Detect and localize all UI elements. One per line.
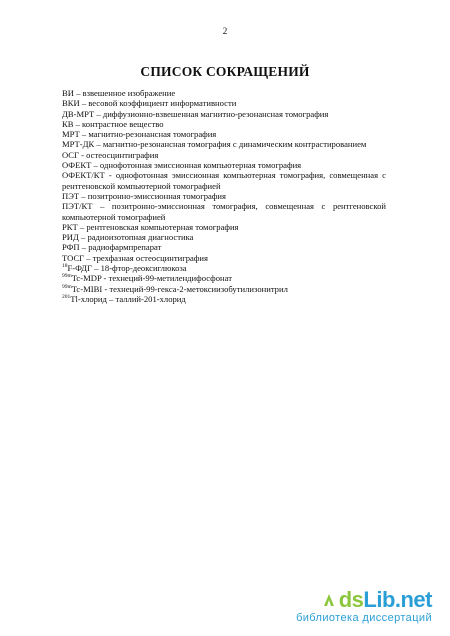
watermark-brand-part2: Lib.net xyxy=(363,587,432,612)
abbreviation-text: РКТ – рентгеновская компьютерная томография xyxy=(62,221,239,232)
list-item xyxy=(62,294,386,304)
isotope-superscript: 99m xyxy=(62,273,72,280)
watermark-subtitle: библиотека диссертаций xyxy=(296,612,432,624)
abbreviation-text: Tc-MIBI - технеций-99-гекса-2-метоксиизобутилизонитрил xyxy=(71,283,288,294)
list-item xyxy=(62,273,386,283)
abbreviation-text: Tl-хлорид – таллий-201-хлорид xyxy=(70,293,186,304)
list-item xyxy=(62,88,386,98)
abbreviation-text: ВКИ – весовой коэффициент информативности xyxy=(62,98,237,109)
abbreviation-text: ОФЕКТ/КТ - однофотонная эмиссионная компьютерная томография, совмещенная с рентгеновской компьютерной томографией xyxy=(62,170,386,191)
abbreviation-text: ДВ-МРТ – диффузионно-взвешенная магнитно-резонансная томография xyxy=(62,108,329,119)
list-item xyxy=(62,150,386,160)
abbreviation-text: ОФЕКТ – однофотонная эмиссионная компьютерная томография xyxy=(62,160,302,171)
abbreviation-text: ПЭТ – позитронно-эмиссионная томография xyxy=(62,190,226,201)
list-item xyxy=(62,160,386,170)
abbreviation-text: КВ – контрастное вещество xyxy=(62,118,164,129)
watermark-logo xyxy=(296,589,432,611)
isotope-superscript: 18 xyxy=(62,263,68,270)
abbreviation-text: ТОСГ – трехфазная остеосцинтиграфия xyxy=(62,252,208,263)
page-number: 2 xyxy=(222,26,228,36)
list-item xyxy=(62,232,386,242)
abbreviation-text: ОСГ - остеосцинтиграфия xyxy=(62,149,159,160)
watermark-brand xyxy=(339,589,432,611)
list-item xyxy=(62,119,386,129)
isotope-superscript: 99m xyxy=(62,283,72,290)
list-item xyxy=(62,201,386,222)
list-item xyxy=(62,98,386,108)
abbreviation-text: ПЭТ/КТ – позитронно-эмиссионная томография, совмещенная с рентгеновской компьютерной томографией xyxy=(62,201,386,222)
abbreviation-text: ВИ – взвешенное изображение xyxy=(62,88,176,98)
list-item xyxy=(62,253,386,263)
dslib-watermark[interactable] xyxy=(296,589,432,624)
list-item xyxy=(62,191,386,201)
abbreviation-text: МРТ-ДК – магнитно-резонансная томография с динамическим контрастированием xyxy=(62,139,367,150)
list-item xyxy=(62,242,386,252)
list-item xyxy=(62,284,386,294)
dslib-logo-icon xyxy=(322,592,336,608)
watermark-brand-part1: ds xyxy=(338,587,364,612)
abbreviation-text: F-ФДГ – 18-фтор-деоксиглюкоза xyxy=(67,263,187,274)
list-item xyxy=(62,222,386,232)
abbreviation-text: РИД – радиоизотопная диагностика xyxy=(62,232,194,243)
page-title: СПИСОК СОКРАЩЕНИЙ xyxy=(140,64,310,79)
list-item xyxy=(62,263,386,273)
abbreviation-text: МРТ – магнитно-резонансная томография xyxy=(62,129,217,140)
list-item xyxy=(62,170,386,191)
isotope-superscript: 201 xyxy=(62,294,71,301)
abbreviation-text: Tc-MDP - технеций-99-метилендифосфонат xyxy=(71,273,232,284)
abbreviation-list xyxy=(62,88,386,304)
list-item xyxy=(62,109,386,119)
list-item xyxy=(62,129,386,139)
abbreviation-text: РФП – радиофармпрепарат xyxy=(62,242,162,253)
list-item xyxy=(62,139,386,149)
